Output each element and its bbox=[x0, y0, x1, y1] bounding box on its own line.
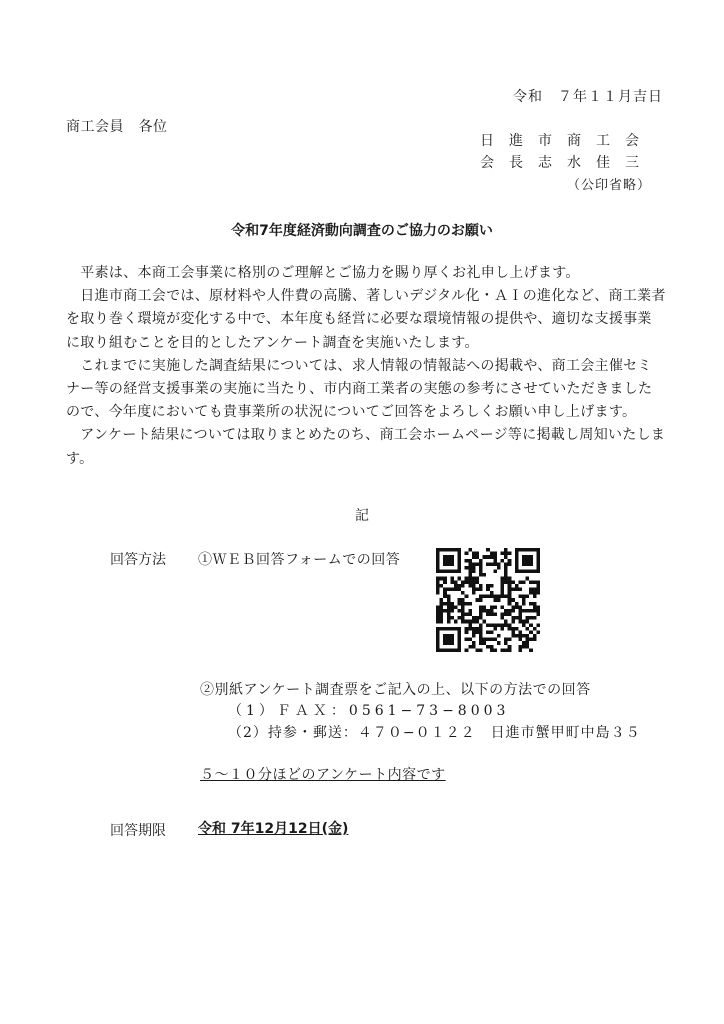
issue-date: 令和 ７年１１月吉日 bbox=[513, 89, 663, 105]
paragraph: 日進市商工会では、原材料や人件費の高騰、著しいデジタル化・ＡＩの進化など、商工業者を取り巻く環境が変化する中で、本年度も経営に必要な環境情報の提供や、適切な支援事業に取り組むことを目的としたアンケート調査を実施いたします。 bbox=[66, 288, 666, 351]
sender-name: 会長志水佳三 bbox=[480, 155, 654, 171]
web-answer-method: ①ＷＥＢ回答フォームでの回答 bbox=[198, 552, 401, 568]
seal-note: （公印省略） bbox=[567, 178, 652, 193]
body-text bbox=[66, 262, 666, 471]
paragraph: これまでに実施した調査結果については、求人情報の情報誌への掲載や、商工会主催セミナー等の経営支援事業の実施に当たり、市内商工業者の実態の参考にさせていただきましたので、今年度においても貴事業所の状況についてご回答をよろしくお願い申し上げます。 bbox=[66, 357, 653, 421]
deadline-date: 令和 7年12月12日(金) bbox=[198, 821, 349, 837]
survey-duration-note: ５〜１０分ほどのアンケート内容です bbox=[200, 767, 446, 783]
paragraph: 平素は、本商工会事業に格別のご理解とご協力を賜り厚くお礼申し上げます。 bbox=[66, 265, 580, 281]
deadline-label: 回答期限 bbox=[110, 823, 166, 839]
ki-heading: 記 bbox=[355, 508, 369, 524]
addressee: 商工会員 各位 bbox=[66, 119, 168, 135]
fax-number: （1）ＦＡＸ：0561−73−8003 bbox=[228, 703, 510, 719]
paper-answer-method: ②別紙アンケート調査票をご記入の上、以下の方法での回答 bbox=[200, 682, 591, 698]
answer-method-label: 回答方法 bbox=[110, 552, 166, 568]
sender-organization: 日進市商工会 bbox=[480, 133, 654, 149]
qr-code[interactable] bbox=[436, 548, 540, 652]
paragraph: アンケート結果については取りまとめたのち、商工会ホームページ等に掲載し周知いたします。 bbox=[66, 427, 666, 467]
document-title: 令和7年度経済動向調査のご協力のお願い bbox=[231, 223, 493, 239]
mail-address: （2）持参・郵送：４７０−０１２２ 日進市蟹甲町中島３５ bbox=[228, 725, 641, 741]
